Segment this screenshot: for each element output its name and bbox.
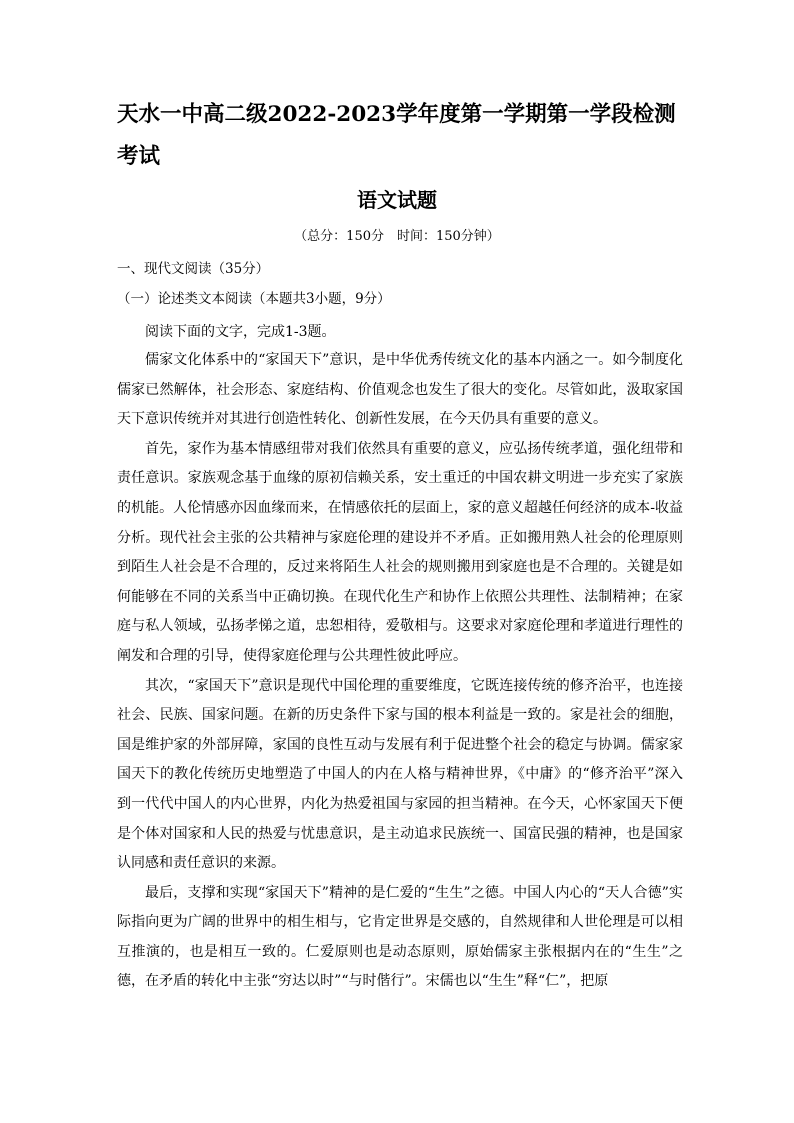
passage-paragraph: 最后，支撑和实现“家国天下”精神的是仁爱的“生生”之德。中国人内心的“天人合德”实际指向更为广阔的世界中的相生相与，它肯定世界是交感的，自然规律和人世伦理是可以相互推演的，也是相互一致的。仁爱原则也是动态原则，原始儒家主张根据内在的“生生”之德，在矛盾的转化中主张“穷达以时”“与时偕行”。宋儒也以“生生”释“仁”，把原 bbox=[117, 884, 683, 990]
section-heading: 一、现代文阅读（35分） bbox=[117, 261, 270, 277]
passage-paragraph: 儒家文化体系中的“家国天下”意识，是中华优秀传统文化的基本内涵之一。如今制度化儒家已然解体，社会形态、家庭结构、价值观念也发生了很大的变化。尽管如此，汲取家国天下意识传统并对其进行创造性转化、创新性发展，在今天仍具有重要的意义。 bbox=[117, 352, 683, 428]
reading-instruction: 阅读下面的文字，完成1-3题。 bbox=[145, 324, 336, 340]
passage-paragraph: 其次，“家国天下”意识是现代中国伦理的重要维度，它既连接传统的修齐治平，也连接社会、民族、国家问题。在新的历史条件下家与国的根本利益是一致的。家是社会的细胞，国是维护家的外部屏障，家国的良性互动与发展有利于促进整个社会的稳定与协调。儒家家国天下的教化传统历史地塑造了中国人的内在人格与精神世界，《中庸》的“修齐治平”深入到一代代中国人的内心世界，内化为热爱祖国与家园的担当精神。在今天，心怀家国天下便是个体对国家和人民的热爱与忧患意识，是主动追求民族统一、国富民强的精神，也是国家认同感和责任意识的来源。 bbox=[117, 677, 683, 872]
subsection-heading: （一）论述类文本阅读（本题共3小题，9分） bbox=[117, 291, 391, 307]
exam-info: （总分：150分 时间：150分钟） bbox=[294, 229, 500, 244]
reading-passage bbox=[117, 318, 683, 997]
passage-paragraph: 首先，家作为基本情感纽带对我们依然具有重要的意义，应弘扬传统孝道，强化纽带和责任意识。家族观念基于血缘的原初信赖关系，安土重迁的中国农耕文明进一步充实了家族的机能。人伦情感亦因血缘而来，在情感依托的层面上，家的意义超越任何经济的成本-收益分析。现代社会主张的公共精神与家庭伦理的建设并不矛盾。正如搬用熟人社会的伦理原则到陌生人社会是不合理的，反过来将陌生人社会的规则搬用到家庭也是不合理的。关键是如何能够在不同的关系当中正确切换。在现代化生产和协作上依照公共理性、法制精神；在家庭与私人领域，弘扬孝悌之道，忠恕相待，爱敬相与。这要求对家庭伦理和孝道进行理性的阐发和合理的引导，使得家庭伦理与公共理性彼此呼应。 bbox=[117, 440, 683, 664]
exam-title: 天水一中高二级2022-2023学年度第一学期第一学段检测考试 bbox=[117, 102, 676, 169]
subject-title: 语文试题 bbox=[357, 188, 437, 212]
